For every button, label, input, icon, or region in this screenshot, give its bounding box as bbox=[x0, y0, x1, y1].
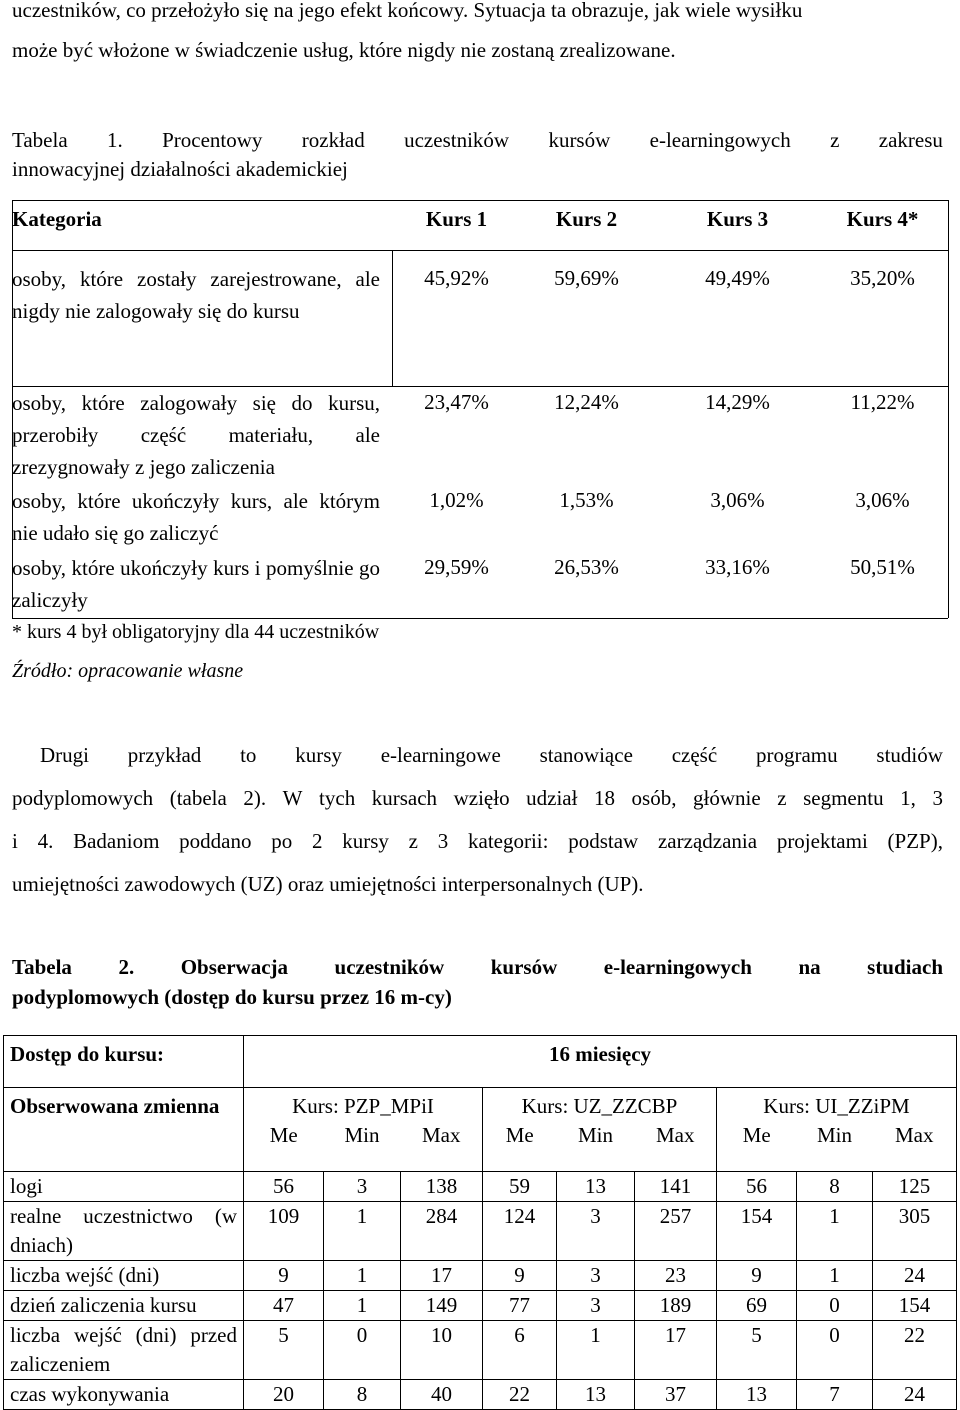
word: Drugi bbox=[40, 743, 89, 767]
table2-stat-min: Min bbox=[797, 1121, 873, 1171]
table1-row-3-kurs3: 3,06% bbox=[710, 488, 765, 512]
table-cell: 1 bbox=[797, 1201, 873, 1260]
table2-header-row bbox=[4, 1088, 957, 1122]
word: 1, bbox=[900, 786, 916, 810]
table-cell: 138 bbox=[401, 1171, 483, 1201]
word: z bbox=[830, 128, 840, 152]
word: uczestników bbox=[404, 128, 510, 152]
table2-stat-max: Max bbox=[873, 1121, 957, 1171]
table2-stat-min: Min bbox=[557, 1121, 635, 1171]
table2-stat-me: Me bbox=[717, 1121, 797, 1171]
table-cell: 9 bbox=[483, 1260, 557, 1290]
table-cell: 24 bbox=[873, 1260, 957, 1290]
table2-caption-line-2: podyplomowych (dostęp do kursu przez 16 m-cy) bbox=[12, 985, 452, 1009]
table-cell: 1 bbox=[797, 1260, 873, 1290]
word: kursach bbox=[371, 786, 438, 810]
table1-row-3-kurs4: 3,06% bbox=[855, 488, 910, 512]
table1-row-2-kurs2: 12,24% bbox=[554, 390, 619, 414]
table1-header-category: Kategoria bbox=[12, 207, 102, 231]
word: i bbox=[12, 829, 18, 853]
table-cell: 22 bbox=[873, 1320, 957, 1379]
table1-row-2-category: osoby, które zalogowały się do kursu, przerobiły część materiału, ale zrezygnowały z jego zaliczenia bbox=[12, 391, 380, 479]
word: kursy bbox=[295, 743, 342, 767]
table1-row-2-kurs3: 14,29% bbox=[705, 390, 770, 414]
table-cell: 8 bbox=[797, 1171, 873, 1201]
table-cell: 125 bbox=[873, 1171, 957, 1201]
table-cell: 141 bbox=[635, 1171, 717, 1201]
table-row bbox=[4, 1260, 957, 1290]
table1-caption-line-2: innowacyjnej działalności akademickiej bbox=[12, 157, 348, 181]
table2-course-3: Kurs: UI_ZZiPM bbox=[717, 1088, 957, 1122]
table-cell: 1 bbox=[324, 1260, 401, 1290]
word: Tabela bbox=[12, 128, 68, 152]
table-cell: 9 bbox=[244, 1260, 324, 1290]
table-cell: 1 bbox=[324, 1290, 401, 1320]
word: podstaw bbox=[568, 829, 639, 853]
table-cell: 7 bbox=[797, 1379, 873, 1409]
paragraph-line-3 bbox=[12, 829, 943, 854]
table-cell: 13 bbox=[717, 1379, 797, 1409]
table1-row-3-kurs1: 1,02% bbox=[429, 488, 484, 512]
table-cell: 6 bbox=[483, 1320, 557, 1379]
word: Tabela bbox=[12, 955, 72, 979]
word: 2). bbox=[243, 786, 267, 810]
table1-row-1-kurs3: 49,49% bbox=[705, 266, 770, 290]
table-cell: 0 bbox=[324, 1320, 401, 1379]
table1-row-4-kurs2: 26,53% bbox=[554, 555, 619, 579]
table1-header-kurs3: Kurs 3 bbox=[706, 207, 769, 231]
word: W bbox=[282, 786, 303, 810]
table-cell: 5 bbox=[244, 1320, 324, 1379]
table1-row-3-category: osoby, które ukończyły kurs, ale którym nie udało się go zaliczyć bbox=[12, 489, 380, 545]
table1-row-2-kurs4: 11,22% bbox=[850, 390, 915, 414]
table-cell: 3 bbox=[557, 1260, 635, 1290]
word: 2 bbox=[312, 829, 323, 853]
word: po bbox=[271, 829, 293, 853]
word: programu bbox=[755, 743, 838, 767]
word: 4. bbox=[37, 829, 54, 853]
word: głównie bbox=[693, 786, 761, 810]
word: kategorii: bbox=[468, 829, 549, 853]
table1-bottom-border bbox=[12, 618, 948, 619]
word: e-learningowych bbox=[649, 128, 791, 152]
table2-caption bbox=[12, 955, 943, 980]
table1-top-border bbox=[12, 200, 948, 201]
word: (PZP), bbox=[887, 829, 943, 853]
table1-row-1-category: osoby, które zostały zarejestrowane, ale nigdy nie zalogowały się do kursu bbox=[12, 267, 380, 323]
table-cell: 13 bbox=[557, 1171, 635, 1201]
table2-stat-me: Me bbox=[244, 1121, 324, 1171]
word: uczestników bbox=[334, 955, 445, 979]
word: tych bbox=[319, 786, 356, 810]
table-cell: 17 bbox=[635, 1320, 717, 1379]
word: to bbox=[240, 743, 257, 767]
word: kursy bbox=[342, 829, 389, 853]
word: 2. bbox=[118, 955, 135, 979]
table-cell: 3 bbox=[557, 1201, 635, 1260]
table1-row-3-kurs2: 1,53% bbox=[559, 488, 614, 512]
intro-line-1: uczestników, co przełożyło się na jego efekt końcowy. Sytuacja ta obrazuje, jak wiele wysiłku bbox=[12, 0, 803, 22]
word: zarządzania bbox=[657, 829, 758, 853]
table2-access-row bbox=[4, 1036, 957, 1088]
table1-col-divider bbox=[392, 250, 393, 386]
table2 bbox=[3, 1035, 957, 1410]
table2-course-2: Kurs: UZ_ZZCBP bbox=[483, 1088, 717, 1122]
table1-row-4-kurs1: 29,59% bbox=[424, 555, 489, 579]
table2-stat-max: Max bbox=[635, 1121, 717, 1171]
table2-stat-me: Me bbox=[483, 1121, 557, 1171]
word: z bbox=[777, 786, 787, 810]
table-row bbox=[4, 1379, 957, 1409]
word: 3 bbox=[437, 829, 449, 853]
table1-header-kurs4: Kurs 4* bbox=[846, 207, 919, 231]
table1-header-kurs2: Kurs 2 bbox=[555, 207, 618, 231]
table1-row-1-kurs1: 45,92% bbox=[424, 266, 489, 290]
table-cell: 56 bbox=[244, 1171, 324, 1201]
row-label: logi bbox=[4, 1171, 244, 1201]
row-label: czas wykonywania bbox=[4, 1379, 244, 1409]
word: studiach bbox=[867, 955, 943, 979]
word: 3 bbox=[932, 786, 943, 810]
word: udział bbox=[526, 786, 578, 810]
table1-row-2-kurs1: 23,47% bbox=[424, 390, 489, 414]
word: 18 bbox=[594, 786, 615, 810]
table-cell: 3 bbox=[557, 1290, 635, 1320]
table-cell: 59 bbox=[483, 1171, 557, 1201]
table1-row-1-kurs4: 35,20% bbox=[850, 266, 915, 290]
word: Procentowy bbox=[162, 128, 263, 152]
table-cell: 13 bbox=[557, 1379, 635, 1409]
table-cell: 9 bbox=[717, 1260, 797, 1290]
table-cell: 189 bbox=[635, 1290, 717, 1320]
table2-course-1: Kurs: PZP_MPiI bbox=[244, 1088, 483, 1122]
table1-footnote: * kurs 4 był obligatoryjny dla 44 uczestników bbox=[12, 621, 380, 643]
paragraph-line-4: umiejętności zawodowych (UZ) oraz umiejętności interpersonalnych (UP). bbox=[12, 872, 644, 896]
table-row bbox=[4, 1290, 957, 1320]
table-cell: 40 bbox=[401, 1379, 483, 1409]
paragraph-line-2 bbox=[12, 786, 943, 811]
table1-right-border bbox=[948, 200, 949, 618]
table-cell: 109 bbox=[244, 1201, 324, 1260]
table1-row-1-kurs2: 59,69% bbox=[554, 266, 619, 290]
row-label: dzień zaliczenia kursu bbox=[4, 1290, 244, 1320]
word: e-learningowych bbox=[603, 955, 752, 979]
table2-stat-max: Max bbox=[401, 1121, 483, 1171]
word: część bbox=[671, 743, 718, 767]
row-label: liczba wejść (dni) bbox=[4, 1260, 244, 1290]
table-cell: 154 bbox=[717, 1201, 797, 1260]
word: osób, bbox=[631, 786, 677, 810]
table-row bbox=[4, 1320, 957, 1379]
word: wzięło bbox=[453, 786, 510, 810]
word: projektami bbox=[776, 829, 868, 853]
word: stanowiące bbox=[539, 743, 633, 767]
paragraph-line-1 bbox=[40, 743, 943, 768]
word: studiów bbox=[876, 743, 943, 767]
table-cell: 5 bbox=[717, 1320, 797, 1379]
word: poddano bbox=[179, 829, 252, 853]
table-cell: 305 bbox=[873, 1201, 957, 1260]
table2-body bbox=[4, 1171, 957, 1409]
word: kursów bbox=[490, 955, 558, 979]
table-cell: 47 bbox=[244, 1290, 324, 1320]
table-cell: 1 bbox=[324, 1201, 401, 1260]
word: Badaniom bbox=[73, 829, 160, 853]
word: Obserwacja bbox=[180, 955, 289, 979]
table1-source: Źródło: opracowanie własne bbox=[12, 660, 244, 682]
table2-variable-label: Obserwowana zmienna bbox=[4, 1088, 244, 1172]
word: podyplomowych bbox=[12, 786, 154, 810]
table-cell: 23 bbox=[635, 1260, 717, 1290]
word: przykład bbox=[127, 743, 202, 767]
table-cell: 56 bbox=[717, 1171, 797, 1201]
table2-access-label: Dostęp do kursu: bbox=[4, 1036, 244, 1088]
table1-caption bbox=[12, 128, 943, 153]
intro-line-2: może być włożone w świadczenie usług, które nigdy nie zostaną zrealizowane. bbox=[12, 38, 676, 62]
table-cell: 17 bbox=[401, 1260, 483, 1290]
word: zakresu bbox=[878, 128, 943, 152]
table2-access-value: 16 miesięcy bbox=[244, 1036, 957, 1088]
table-cell: 20 bbox=[244, 1379, 324, 1409]
word: na bbox=[798, 955, 821, 979]
table-cell: 284 bbox=[401, 1201, 483, 1260]
table-cell: 149 bbox=[401, 1290, 483, 1320]
table1-header-kurs1: Kurs 1 bbox=[425, 207, 488, 231]
table-row bbox=[4, 1201, 957, 1260]
table1 bbox=[12, 200, 948, 618]
table-cell: 0 bbox=[797, 1320, 873, 1379]
table-cell: 257 bbox=[635, 1201, 717, 1260]
table-cell: 69 bbox=[717, 1290, 797, 1320]
word: z bbox=[408, 829, 418, 853]
table1-row-4-category: osoby, które ukończyły kurs i pomyślnie go zaliczyły bbox=[12, 556, 380, 612]
table-cell: 10 bbox=[401, 1320, 483, 1379]
table-cell: 154 bbox=[873, 1290, 957, 1320]
table1-row-4-kurs3: 33,16% bbox=[705, 555, 770, 579]
table-cell: 124 bbox=[483, 1201, 557, 1260]
row-label: realne uczestnictwo (w dniach) bbox=[4, 1201, 244, 1260]
table1-header-divider bbox=[12, 250, 948, 251]
word: segmentu bbox=[803, 786, 884, 810]
word: e-learningowe bbox=[380, 743, 501, 767]
table-cell: 24 bbox=[873, 1379, 957, 1409]
table-cell: 0 bbox=[797, 1290, 873, 1320]
table-cell: 8 bbox=[324, 1379, 401, 1409]
table-cell: 22 bbox=[483, 1379, 557, 1409]
table-cell: 37 bbox=[635, 1379, 717, 1409]
row-label: liczba wejść (dni) przed zaliczeniem bbox=[4, 1320, 244, 1379]
table-cell: 1 bbox=[557, 1320, 635, 1379]
table-row bbox=[4, 1171, 957, 1201]
word: 1. bbox=[107, 128, 123, 152]
table1-row-4-kurs4: 50,51% bbox=[850, 555, 915, 579]
table-cell: 3 bbox=[324, 1171, 401, 1201]
table-cell: 77 bbox=[483, 1290, 557, 1320]
word: rozkład bbox=[301, 128, 365, 152]
word: kursów bbox=[548, 128, 611, 152]
word: (tabela bbox=[169, 786, 227, 810]
table2-stat-min: Min bbox=[324, 1121, 401, 1171]
